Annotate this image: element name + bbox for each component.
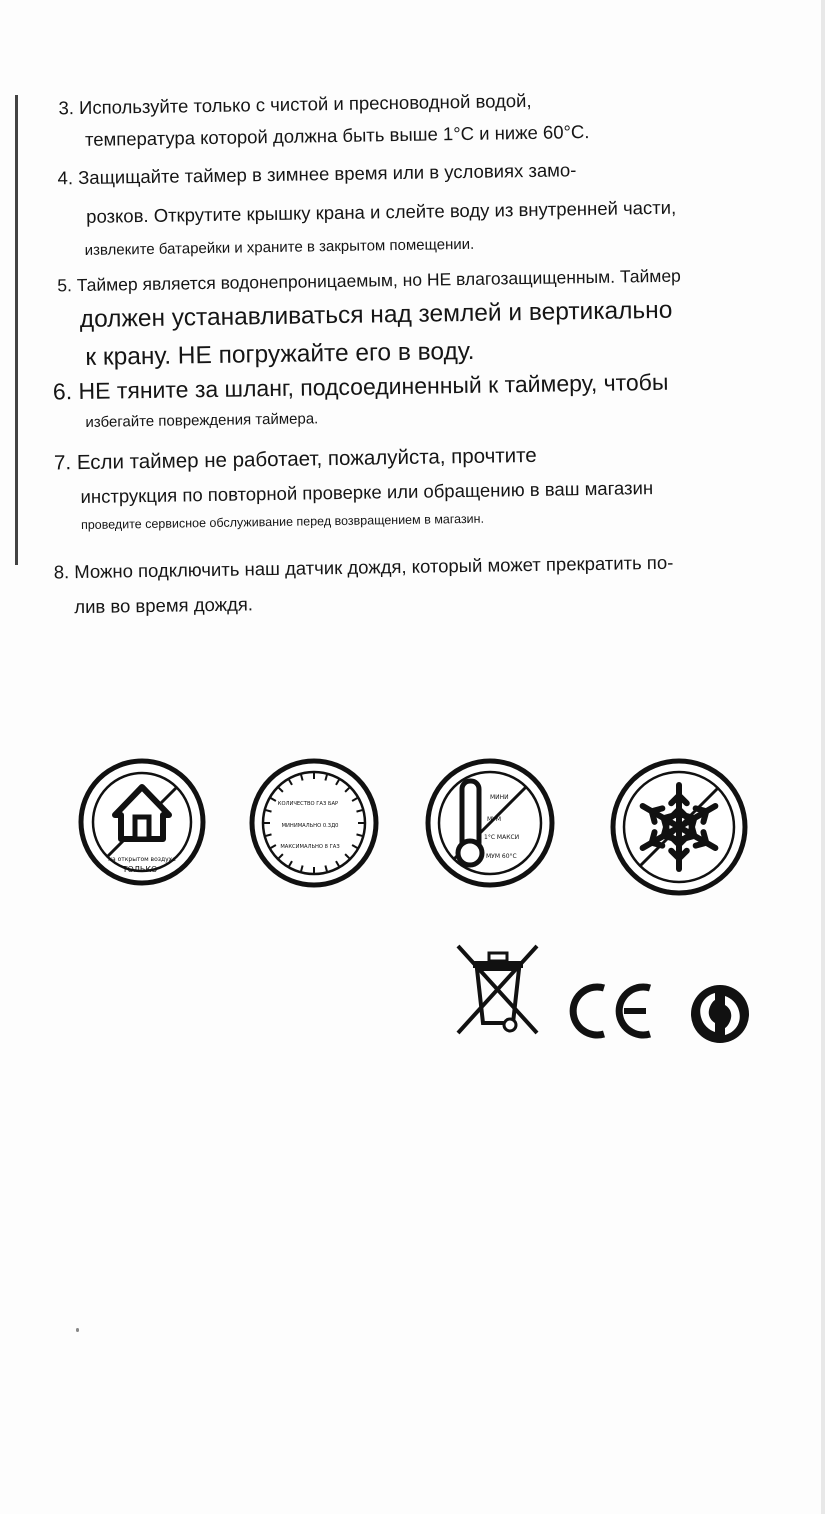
thermo-label-1: МИНИ <box>490 794 509 801</box>
snowflake-branch <box>652 832 655 843</box>
green-dot-icon <box>688 983 752 1045</box>
snowflake-branch <box>684 836 695 839</box>
thermo-label-3: 1°С МАКСИ <box>484 834 520 841</box>
item-5-line-1: 5. Таймер является водонепроницаемым, но НЕ влагозащищенным. Таймер <box>57 265 681 296</box>
ce-mark-icon <box>568 980 654 1042</box>
item-6-line-2: избегайте повреждения таймера. <box>85 410 319 431</box>
snowflake-branch <box>652 808 663 811</box>
gauge-line-1: КОЛИЧЕСТВО ГАЗ БАР <box>277 801 339 807</box>
gauge-line-2: МИНИМАЛЬНО 0.3Д0 <box>281 823 339 829</box>
item-8-line-1: 8. Можно подключить наш датчик дождя, который может прекратить по- <box>53 551 674 583</box>
bin-wheel <box>504 1019 516 1031</box>
thermometer-icon <box>424 757 556 889</box>
item-5-line-2: должен устанавливаться над землей и вертикально <box>79 296 673 334</box>
item-4-line-2: розков. Открутите крышку крана и слейте воду из внутренней части, <box>86 196 677 227</box>
bin-body <box>477 969 519 1023</box>
house-door <box>135 817 149 839</box>
thermo-label-2: МУМ <box>487 816 502 823</box>
bin-handle <box>489 953 507 961</box>
item-6-line-1: 6. НЕ тяните за шланг, подсоединенный к таймеру, чтобы <box>52 368 669 405</box>
ce-letter-c <box>573 987 604 1035</box>
outdoor-only-icon <box>77 757 207 887</box>
green-dot-circle <box>691 985 749 1043</box>
weee-crossed-bin-icon <box>455 943 541 1037</box>
scan-speck <box>76 1328 79 1332</box>
outdoor-caption-main: ТОЛЬКО <box>122 865 158 874</box>
thermo-label-4: МУМ 60°С <box>486 853 517 860</box>
snowflake-branch <box>696 843 707 846</box>
item-7-line-1: 7. Если таймер не работает, пожалуйста, прочтите <box>53 443 537 475</box>
item-4-line-3: извлеките батарейки и храните в закрытом помещении. <box>84 235 475 259</box>
item-7-line-3: проведите сервисное обслуживание перед возвращением в магазин. <box>80 511 485 533</box>
gauge-line-3: МАКСИМАЛЬНО 8 ГАЗ <box>280 844 340 850</box>
pressure-gauge-icon <box>248 757 380 889</box>
item-3-line-2: температура которой должна быть выше 1°C и ниже 60°C. <box>84 121 590 150</box>
item-8-line-2: лив во время дождя. <box>74 593 254 618</box>
item-4-line-1: 4. Защищайте таймер в зимнее время или в условиях замо- <box>57 159 577 189</box>
snowflake-icon <box>609 757 749 897</box>
item-7-line-2: инструкция по повторной проверке или обращению в ваш магазин <box>80 477 654 508</box>
thermometer-bulb <box>458 841 482 865</box>
item-5-line-3: к крану. НЕ погружайте его в воду. <box>85 337 475 371</box>
item-3-line-1: 3. Используйте только с чистой и пресноводной водой, <box>58 89 532 119</box>
outdoor-caption-small: на открытом воздухе <box>108 856 176 863</box>
snowflake-branch <box>703 811 706 822</box>
